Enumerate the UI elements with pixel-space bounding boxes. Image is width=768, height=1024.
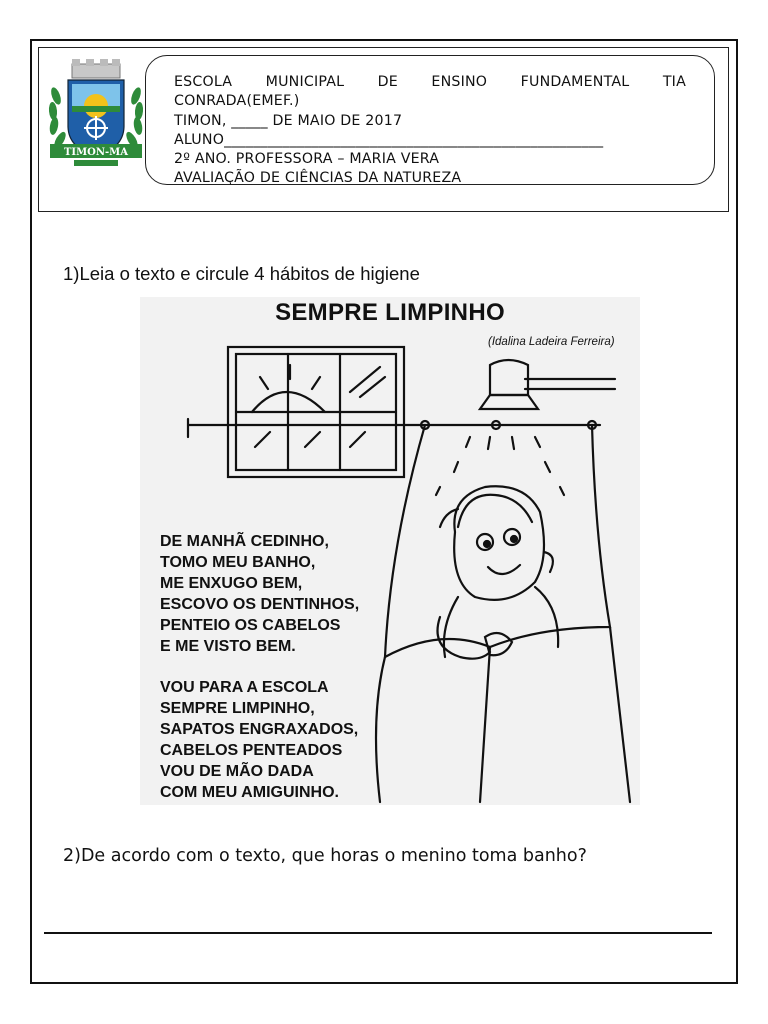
school-info-box [145, 55, 715, 185]
date-line: TIMON, _____ DE MAIO DE 2017 [174, 113, 403, 129]
school-name-line1: ESCOLA MUNICIPAL DE ENSINO FUNDAMENTAL TIA [174, 74, 686, 90]
class-teacher-line: 2º ANO. PROFESSORA – MARIA VERA [174, 151, 440, 167]
timon-crest-logo [44, 56, 148, 174]
poem-stanza-1: DE MANHÃ CEDINHO, TOMO MEU BANHO, ME ENXUGO BEM, ESCOVO OS DENTINHOS, PENTEIO OS CABELOS E ME VISTO BEM. [160, 533, 360, 655]
svg-text:TIMON-MA: TIMON-MA [63, 147, 129, 158]
poem-stanza-2: VOU PARA A ESCOLA SEMPRE LIMPINHO, SAPATOS ENGRAXADOS, CABELOS PENTEADOS VOU DE MÃO DADA COM MEU AMIGUINHO. [160, 679, 359, 801]
student-name-field[interactable]: ALUNO____________________________________________________ [174, 132, 604, 148]
answer-line[interactable] [44, 932, 712, 934]
poem-title: SEMPRE LIMPINHO [275, 299, 505, 326]
question-1: 1)Leia o texto e circule 4 hábitos de higiene [63, 263, 420, 284]
exam-subject-line: AVALIAÇÃO DE CIÊNCIAS DA NATUREZA [174, 170, 462, 185]
question-2: 2)De acordo com o texto, que horas o menino toma banho? [63, 846, 587, 866]
school-name-line2: CONRADA(EMEF.) [174, 93, 300, 109]
poem-author: (Idalina Ladeira Ferreira) [488, 336, 615, 348]
poem-illustration [140, 297, 640, 805]
